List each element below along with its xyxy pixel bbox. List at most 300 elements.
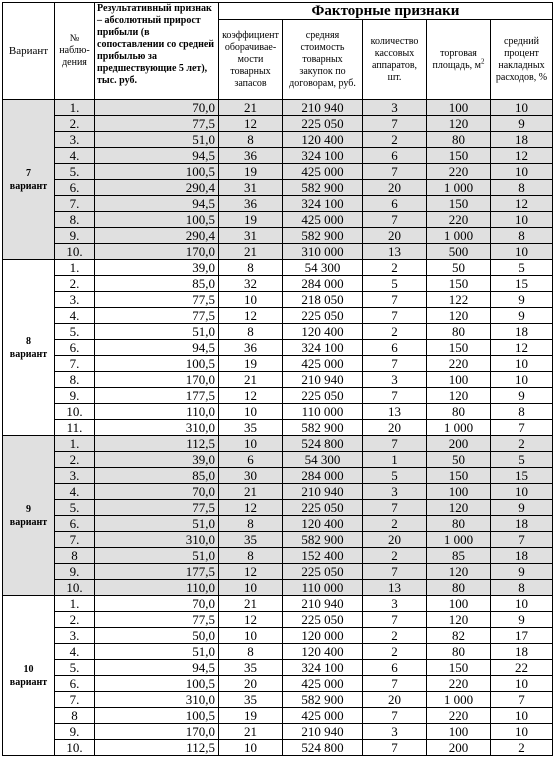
avg-cost-value: 110 000 bbox=[283, 580, 363, 596]
variant-number: 9 bbox=[26, 503, 31, 515]
registers-value: 20 bbox=[363, 228, 427, 244]
area-value: 150 bbox=[427, 148, 491, 164]
area-value: 120 bbox=[427, 388, 491, 404]
turnover-value: 21 bbox=[219, 372, 283, 388]
overhead-value: 9 bbox=[491, 564, 553, 580]
turnover-value: 20 bbox=[219, 676, 283, 692]
overhead-value: 9 bbox=[491, 116, 553, 132]
overhead-value: 12 bbox=[491, 196, 553, 212]
registers-value: 7 bbox=[363, 436, 427, 452]
result-value: 110,0 bbox=[95, 580, 219, 596]
table-row bbox=[3, 644, 553, 660]
obs-number: 5. bbox=[55, 660, 95, 676]
turnover-value: 30 bbox=[219, 468, 283, 484]
obs-number: 2. bbox=[55, 116, 95, 132]
area-value: 80 bbox=[427, 516, 491, 532]
header-result: Результативный признак – абсолютный прирост прибыли (в сопоставлении со средней прибылью за предшествующие 5 лет), тыс. руб. bbox=[95, 3, 219, 100]
header-area-text: торговая площадь, м bbox=[432, 47, 481, 71]
overhead-value: 10 bbox=[491, 484, 553, 500]
avg-cost-value: 582 900 bbox=[283, 228, 363, 244]
avg-cost-value: 582 900 bbox=[283, 420, 363, 436]
area-value: 150 bbox=[427, 340, 491, 356]
area-value: 100 bbox=[427, 372, 491, 388]
variant-label bbox=[3, 100, 55, 260]
result-value: 290,4 bbox=[95, 180, 219, 196]
obs-number: 4. bbox=[55, 644, 95, 660]
registers-value: 5 bbox=[363, 276, 427, 292]
turnover-value: 10 bbox=[219, 404, 283, 420]
header-factor-group: Факторные признаки bbox=[219, 3, 553, 20]
turnover-value: 36 bbox=[219, 196, 283, 212]
table-row bbox=[3, 276, 553, 292]
header-overhead: средний процент накладных расходов, % bbox=[491, 20, 553, 100]
turnover-value: 19 bbox=[219, 212, 283, 228]
registers-value: 7 bbox=[363, 500, 427, 516]
avg-cost-value: 225 050 bbox=[283, 116, 363, 132]
result-value: 39,0 bbox=[95, 260, 219, 276]
turnover-value: 10 bbox=[219, 628, 283, 644]
header-area-sup: 2 bbox=[480, 57, 485, 66]
overhead-value: 9 bbox=[491, 612, 553, 628]
turnover-value: 8 bbox=[219, 260, 283, 276]
obs-number: 5. bbox=[55, 500, 95, 516]
result-value: 177,5 bbox=[95, 564, 219, 580]
turnover-value: 10 bbox=[219, 580, 283, 596]
overhead-value: 18 bbox=[491, 132, 553, 148]
avg-cost-value: 425 000 bbox=[283, 676, 363, 692]
turnover-value: 12 bbox=[219, 308, 283, 324]
result-value: 77,5 bbox=[95, 292, 219, 308]
overhead-value: 7 bbox=[491, 692, 553, 708]
obs-number: 11. bbox=[55, 420, 95, 436]
result-value: 100,5 bbox=[95, 164, 219, 180]
result-value: 77,5 bbox=[95, 612, 219, 628]
overhead-value: 18 bbox=[491, 548, 553, 564]
obs-number: 2. bbox=[55, 452, 95, 468]
variant-word: вариант bbox=[9, 676, 48, 688]
result-value: 112,5 bbox=[95, 436, 219, 452]
table-row bbox=[3, 196, 553, 212]
result-value: 77,5 bbox=[95, 116, 219, 132]
result-value: 85,0 bbox=[95, 276, 219, 292]
table-row bbox=[3, 292, 553, 308]
turnover-value: 21 bbox=[219, 244, 283, 260]
result-value: 100,5 bbox=[95, 212, 219, 228]
avg-cost-value: 225 050 bbox=[283, 564, 363, 580]
avg-cost-value: 210 940 bbox=[283, 596, 363, 612]
registers-value: 5 bbox=[363, 468, 427, 484]
overhead-value: 5 bbox=[491, 260, 553, 276]
variant-label bbox=[3, 436, 55, 596]
avg-cost-value: 225 050 bbox=[283, 500, 363, 516]
turnover-value: 8 bbox=[219, 516, 283, 532]
area-value: 50 bbox=[427, 260, 491, 276]
table-row bbox=[3, 180, 553, 196]
result-value: 112,5 bbox=[95, 740, 219, 756]
table-row bbox=[3, 164, 553, 180]
avg-cost-value: 324 100 bbox=[283, 660, 363, 676]
avg-cost-value: 582 900 bbox=[283, 692, 363, 708]
obs-number: 10. bbox=[55, 404, 95, 420]
area-value: 200 bbox=[427, 436, 491, 452]
avg-cost-value: 582 900 bbox=[283, 180, 363, 196]
area-value: 122 bbox=[427, 292, 491, 308]
avg-cost-value: 120 400 bbox=[283, 516, 363, 532]
obs-number: 10. bbox=[55, 244, 95, 260]
area-value: 80 bbox=[427, 644, 491, 660]
turnover-value: 21 bbox=[219, 724, 283, 740]
table-row bbox=[3, 660, 553, 676]
result-value: 70,0 bbox=[95, 484, 219, 500]
avg-cost-value: 54 300 bbox=[283, 260, 363, 276]
registers-value: 7 bbox=[363, 740, 427, 756]
turnover-value: 12 bbox=[219, 116, 283, 132]
area-value: 120 bbox=[427, 116, 491, 132]
overhead-value: 12 bbox=[491, 148, 553, 164]
area-value: 220 bbox=[427, 356, 491, 372]
variant-label bbox=[3, 260, 55, 436]
turnover-value: 35 bbox=[219, 532, 283, 548]
result-value: 100,5 bbox=[95, 676, 219, 692]
table-row bbox=[3, 628, 553, 644]
obs-number: 1. bbox=[55, 100, 95, 116]
registers-value: 7 bbox=[363, 292, 427, 308]
registers-value: 7 bbox=[363, 356, 427, 372]
registers-value: 3 bbox=[363, 372, 427, 388]
table-row bbox=[3, 212, 553, 228]
table-row bbox=[3, 420, 553, 436]
registers-value: 20 bbox=[363, 532, 427, 548]
table-row bbox=[3, 516, 553, 532]
result-value: 177,5 bbox=[95, 388, 219, 404]
overhead-value: 9 bbox=[491, 388, 553, 404]
obs-number: 9. bbox=[55, 228, 95, 244]
table-row bbox=[3, 676, 553, 692]
registers-value: 7 bbox=[363, 708, 427, 724]
result-value: 310,0 bbox=[95, 532, 219, 548]
registers-value: 3 bbox=[363, 724, 427, 740]
area-value: 1 000 bbox=[427, 180, 491, 196]
turnover-value: 10 bbox=[219, 740, 283, 756]
obs-number: 9. bbox=[55, 388, 95, 404]
result-value: 85,0 bbox=[95, 468, 219, 484]
table-row bbox=[3, 564, 553, 580]
table-row bbox=[3, 452, 553, 468]
avg-cost-value: 225 050 bbox=[283, 612, 363, 628]
registers-value: 7 bbox=[363, 212, 427, 228]
avg-cost-value: 425 000 bbox=[283, 708, 363, 724]
obs-number: 10. bbox=[55, 580, 95, 596]
obs-number: 3. bbox=[55, 628, 95, 644]
area-value: 1 000 bbox=[427, 420, 491, 436]
registers-value: 7 bbox=[363, 388, 427, 404]
overhead-value: 9 bbox=[491, 500, 553, 516]
area-value: 120 bbox=[427, 564, 491, 580]
registers-value: 2 bbox=[363, 644, 427, 660]
turnover-value: 31 bbox=[219, 228, 283, 244]
turnover-value: 21 bbox=[219, 596, 283, 612]
table-row bbox=[3, 484, 553, 500]
header-obs-no: № наблю-дения bbox=[55, 3, 95, 100]
registers-value: 7 bbox=[363, 116, 427, 132]
registers-value: 13 bbox=[363, 580, 427, 596]
turnover-value: 8 bbox=[219, 644, 283, 660]
result-value: 170,0 bbox=[95, 724, 219, 740]
avg-cost-value: 425 000 bbox=[283, 356, 363, 372]
registers-value: 6 bbox=[363, 340, 427, 356]
turnover-value: 32 bbox=[219, 276, 283, 292]
obs-number: 8 bbox=[55, 548, 95, 564]
turnover-value: 35 bbox=[219, 660, 283, 676]
table-row bbox=[3, 388, 553, 404]
table-row bbox=[3, 612, 553, 628]
area-value: 220 bbox=[427, 164, 491, 180]
turnover-value: 8 bbox=[219, 324, 283, 340]
area-value: 85 bbox=[427, 548, 491, 564]
turnover-value: 8 bbox=[219, 132, 283, 148]
overhead-value: 15 bbox=[491, 276, 553, 292]
area-value: 220 bbox=[427, 212, 491, 228]
table-row bbox=[3, 500, 553, 516]
registers-value: 13 bbox=[363, 404, 427, 420]
registers-value: 13 bbox=[363, 244, 427, 260]
header-registers: количество кассовых аппаратов, шт. bbox=[363, 20, 427, 100]
table-row bbox=[3, 372, 553, 388]
registers-value: 7 bbox=[363, 676, 427, 692]
overhead-value: 7 bbox=[491, 420, 553, 436]
overhead-value: 8 bbox=[491, 580, 553, 596]
turnover-value: 6 bbox=[219, 452, 283, 468]
overhead-value: 18 bbox=[491, 644, 553, 660]
table-row bbox=[3, 708, 553, 724]
variant-word: вариант bbox=[9, 180, 48, 192]
area-value: 80 bbox=[427, 404, 491, 420]
registers-value: 2 bbox=[363, 132, 427, 148]
obs-number: 1. bbox=[55, 260, 95, 276]
area-value: 80 bbox=[427, 580, 491, 596]
overhead-value: 2 bbox=[491, 740, 553, 756]
variant-number: 10 bbox=[23, 663, 34, 675]
overhead-value: 10 bbox=[491, 596, 553, 612]
obs-number: 9. bbox=[55, 724, 95, 740]
obs-number: 4. bbox=[55, 484, 95, 500]
obs-number: 8 bbox=[55, 708, 95, 724]
overhead-value: 10 bbox=[491, 356, 553, 372]
area-value: 120 bbox=[427, 612, 491, 628]
avg-cost-value: 324 100 bbox=[283, 148, 363, 164]
header-avg-cost: средняя стоимость товарных закупок по договорам, руб. bbox=[283, 20, 363, 100]
area-value: 120 bbox=[427, 308, 491, 324]
avg-cost-value: 284 000 bbox=[283, 276, 363, 292]
overhead-value: 10 bbox=[491, 212, 553, 228]
area-value: 82 bbox=[427, 628, 491, 644]
area-value: 100 bbox=[427, 596, 491, 612]
obs-number: 1. bbox=[55, 596, 95, 612]
avg-cost-value: 210 940 bbox=[283, 484, 363, 500]
area-value: 220 bbox=[427, 676, 491, 692]
turnover-value: 19 bbox=[219, 164, 283, 180]
avg-cost-value: 152 400 bbox=[283, 548, 363, 564]
registers-value: 7 bbox=[363, 564, 427, 580]
area-value: 50 bbox=[427, 452, 491, 468]
result-value: 51,0 bbox=[95, 132, 219, 148]
overhead-value: 22 bbox=[491, 660, 553, 676]
table-row bbox=[3, 260, 553, 276]
overhead-value: 15 bbox=[491, 468, 553, 484]
registers-value: 2 bbox=[363, 548, 427, 564]
table-row bbox=[3, 548, 553, 564]
obs-number: 9. bbox=[55, 564, 95, 580]
avg-cost-value: 524 800 bbox=[283, 436, 363, 452]
avg-cost-value: 310 000 bbox=[283, 244, 363, 260]
table-body bbox=[3, 100, 553, 756]
variant-number: 7 bbox=[26, 167, 31, 179]
obs-number: 1. bbox=[55, 436, 95, 452]
registers-value: 2 bbox=[363, 516, 427, 532]
overhead-value: 18 bbox=[491, 516, 553, 532]
turnover-value: 8 bbox=[219, 548, 283, 564]
avg-cost-value: 210 940 bbox=[283, 100, 363, 116]
avg-cost-value: 210 940 bbox=[283, 724, 363, 740]
result-value: 170,0 bbox=[95, 244, 219, 260]
table-row bbox=[3, 356, 553, 372]
table-row bbox=[3, 724, 553, 740]
area-value: 500 bbox=[427, 244, 491, 260]
turnover-value: 10 bbox=[219, 436, 283, 452]
area-value: 150 bbox=[427, 660, 491, 676]
overhead-value: 10 bbox=[491, 164, 553, 180]
result-value: 110,0 bbox=[95, 404, 219, 420]
result-value: 100,5 bbox=[95, 708, 219, 724]
overhead-value: 9 bbox=[491, 308, 553, 324]
area-value: 100 bbox=[427, 724, 491, 740]
result-value: 39,0 bbox=[95, 452, 219, 468]
turnover-value: 35 bbox=[219, 692, 283, 708]
result-value: 51,0 bbox=[95, 644, 219, 660]
registers-value: 6 bbox=[363, 148, 427, 164]
obs-number: 6. bbox=[55, 516, 95, 532]
overhead-value: 10 bbox=[491, 372, 553, 388]
avg-cost-value: 210 940 bbox=[283, 372, 363, 388]
obs-number: 4. bbox=[55, 148, 95, 164]
overhead-value: 8 bbox=[491, 404, 553, 420]
overhead-value: 12 bbox=[491, 340, 553, 356]
avg-cost-value: 120 400 bbox=[283, 324, 363, 340]
table-row bbox=[3, 308, 553, 324]
obs-number: 3. bbox=[55, 132, 95, 148]
result-value: 77,5 bbox=[95, 500, 219, 516]
turnover-value: 12 bbox=[219, 612, 283, 628]
avg-cost-value: 120 400 bbox=[283, 132, 363, 148]
turnover-value: 19 bbox=[219, 356, 283, 372]
registers-value: 20 bbox=[363, 420, 427, 436]
result-value: 51,0 bbox=[95, 516, 219, 532]
obs-number: 3. bbox=[55, 292, 95, 308]
table-row bbox=[3, 244, 553, 260]
registers-value: 2 bbox=[363, 260, 427, 276]
registers-value: 7 bbox=[363, 164, 427, 180]
registers-value: 20 bbox=[363, 692, 427, 708]
avg-cost-value: 120 000 bbox=[283, 628, 363, 644]
avg-cost-value: 110 000 bbox=[283, 404, 363, 420]
registers-value: 6 bbox=[363, 196, 427, 212]
table-row bbox=[3, 692, 553, 708]
obs-number: 6. bbox=[55, 180, 95, 196]
turnover-value: 12 bbox=[219, 564, 283, 580]
variant-label bbox=[3, 596, 55, 756]
area-value: 1 000 bbox=[427, 692, 491, 708]
avg-cost-value: 582 900 bbox=[283, 532, 363, 548]
table-header bbox=[3, 3, 553, 100]
obs-number: 8. bbox=[55, 212, 95, 228]
variant-number: 8 bbox=[26, 335, 31, 347]
avg-cost-value: 524 800 bbox=[283, 740, 363, 756]
overhead-value: 10 bbox=[491, 244, 553, 260]
table-row bbox=[3, 532, 553, 548]
result-value: 94,5 bbox=[95, 340, 219, 356]
obs-number: 2. bbox=[55, 612, 95, 628]
overhead-value: 18 bbox=[491, 324, 553, 340]
obs-number: 7. bbox=[55, 532, 95, 548]
turnover-value: 31 bbox=[219, 180, 283, 196]
obs-number: 4. bbox=[55, 308, 95, 324]
registers-value: 6 bbox=[363, 660, 427, 676]
result-value: 170,0 bbox=[95, 372, 219, 388]
registers-value: 7 bbox=[363, 612, 427, 628]
turnover-value: 35 bbox=[219, 420, 283, 436]
overhead-value: 7 bbox=[491, 532, 553, 548]
header-variant: Вариант bbox=[3, 3, 55, 100]
turnover-value: 12 bbox=[219, 500, 283, 516]
obs-number: 6. bbox=[55, 676, 95, 692]
overhead-value: 9 bbox=[491, 292, 553, 308]
table-row bbox=[3, 468, 553, 484]
registers-value: 1 bbox=[363, 452, 427, 468]
table-row bbox=[3, 148, 553, 164]
obs-number: 2. bbox=[55, 276, 95, 292]
obs-number: 7. bbox=[55, 196, 95, 212]
registers-value: 2 bbox=[363, 324, 427, 340]
table-row bbox=[3, 596, 553, 612]
variant-word: вариант bbox=[9, 348, 48, 360]
area-value: 150 bbox=[427, 276, 491, 292]
table-row bbox=[3, 436, 553, 452]
avg-cost-value: 425 000 bbox=[283, 212, 363, 228]
table-row bbox=[3, 132, 553, 148]
registers-value: 3 bbox=[363, 596, 427, 612]
overhead-value: 17 bbox=[491, 628, 553, 644]
avg-cost-value: 225 050 bbox=[283, 308, 363, 324]
variant-word: вариант bbox=[9, 516, 48, 528]
table-row bbox=[3, 740, 553, 756]
turnover-value: 21 bbox=[219, 100, 283, 116]
overhead-value: 10 bbox=[491, 708, 553, 724]
area-value: 1 000 bbox=[427, 532, 491, 548]
turnover-value: 19 bbox=[219, 708, 283, 724]
overhead-value: 8 bbox=[491, 180, 553, 196]
result-value: 290,4 bbox=[95, 228, 219, 244]
area-value: 200 bbox=[427, 740, 491, 756]
result-value: 100,5 bbox=[95, 356, 219, 372]
area-value: 220 bbox=[427, 708, 491, 724]
result-value: 94,5 bbox=[95, 148, 219, 164]
result-value: 70,0 bbox=[95, 100, 219, 116]
avg-cost-value: 218 050 bbox=[283, 292, 363, 308]
registers-value: 2 bbox=[363, 628, 427, 644]
overhead-value: 2 bbox=[491, 436, 553, 452]
avg-cost-value: 54 300 bbox=[283, 452, 363, 468]
avg-cost-value: 284 000 bbox=[283, 468, 363, 484]
